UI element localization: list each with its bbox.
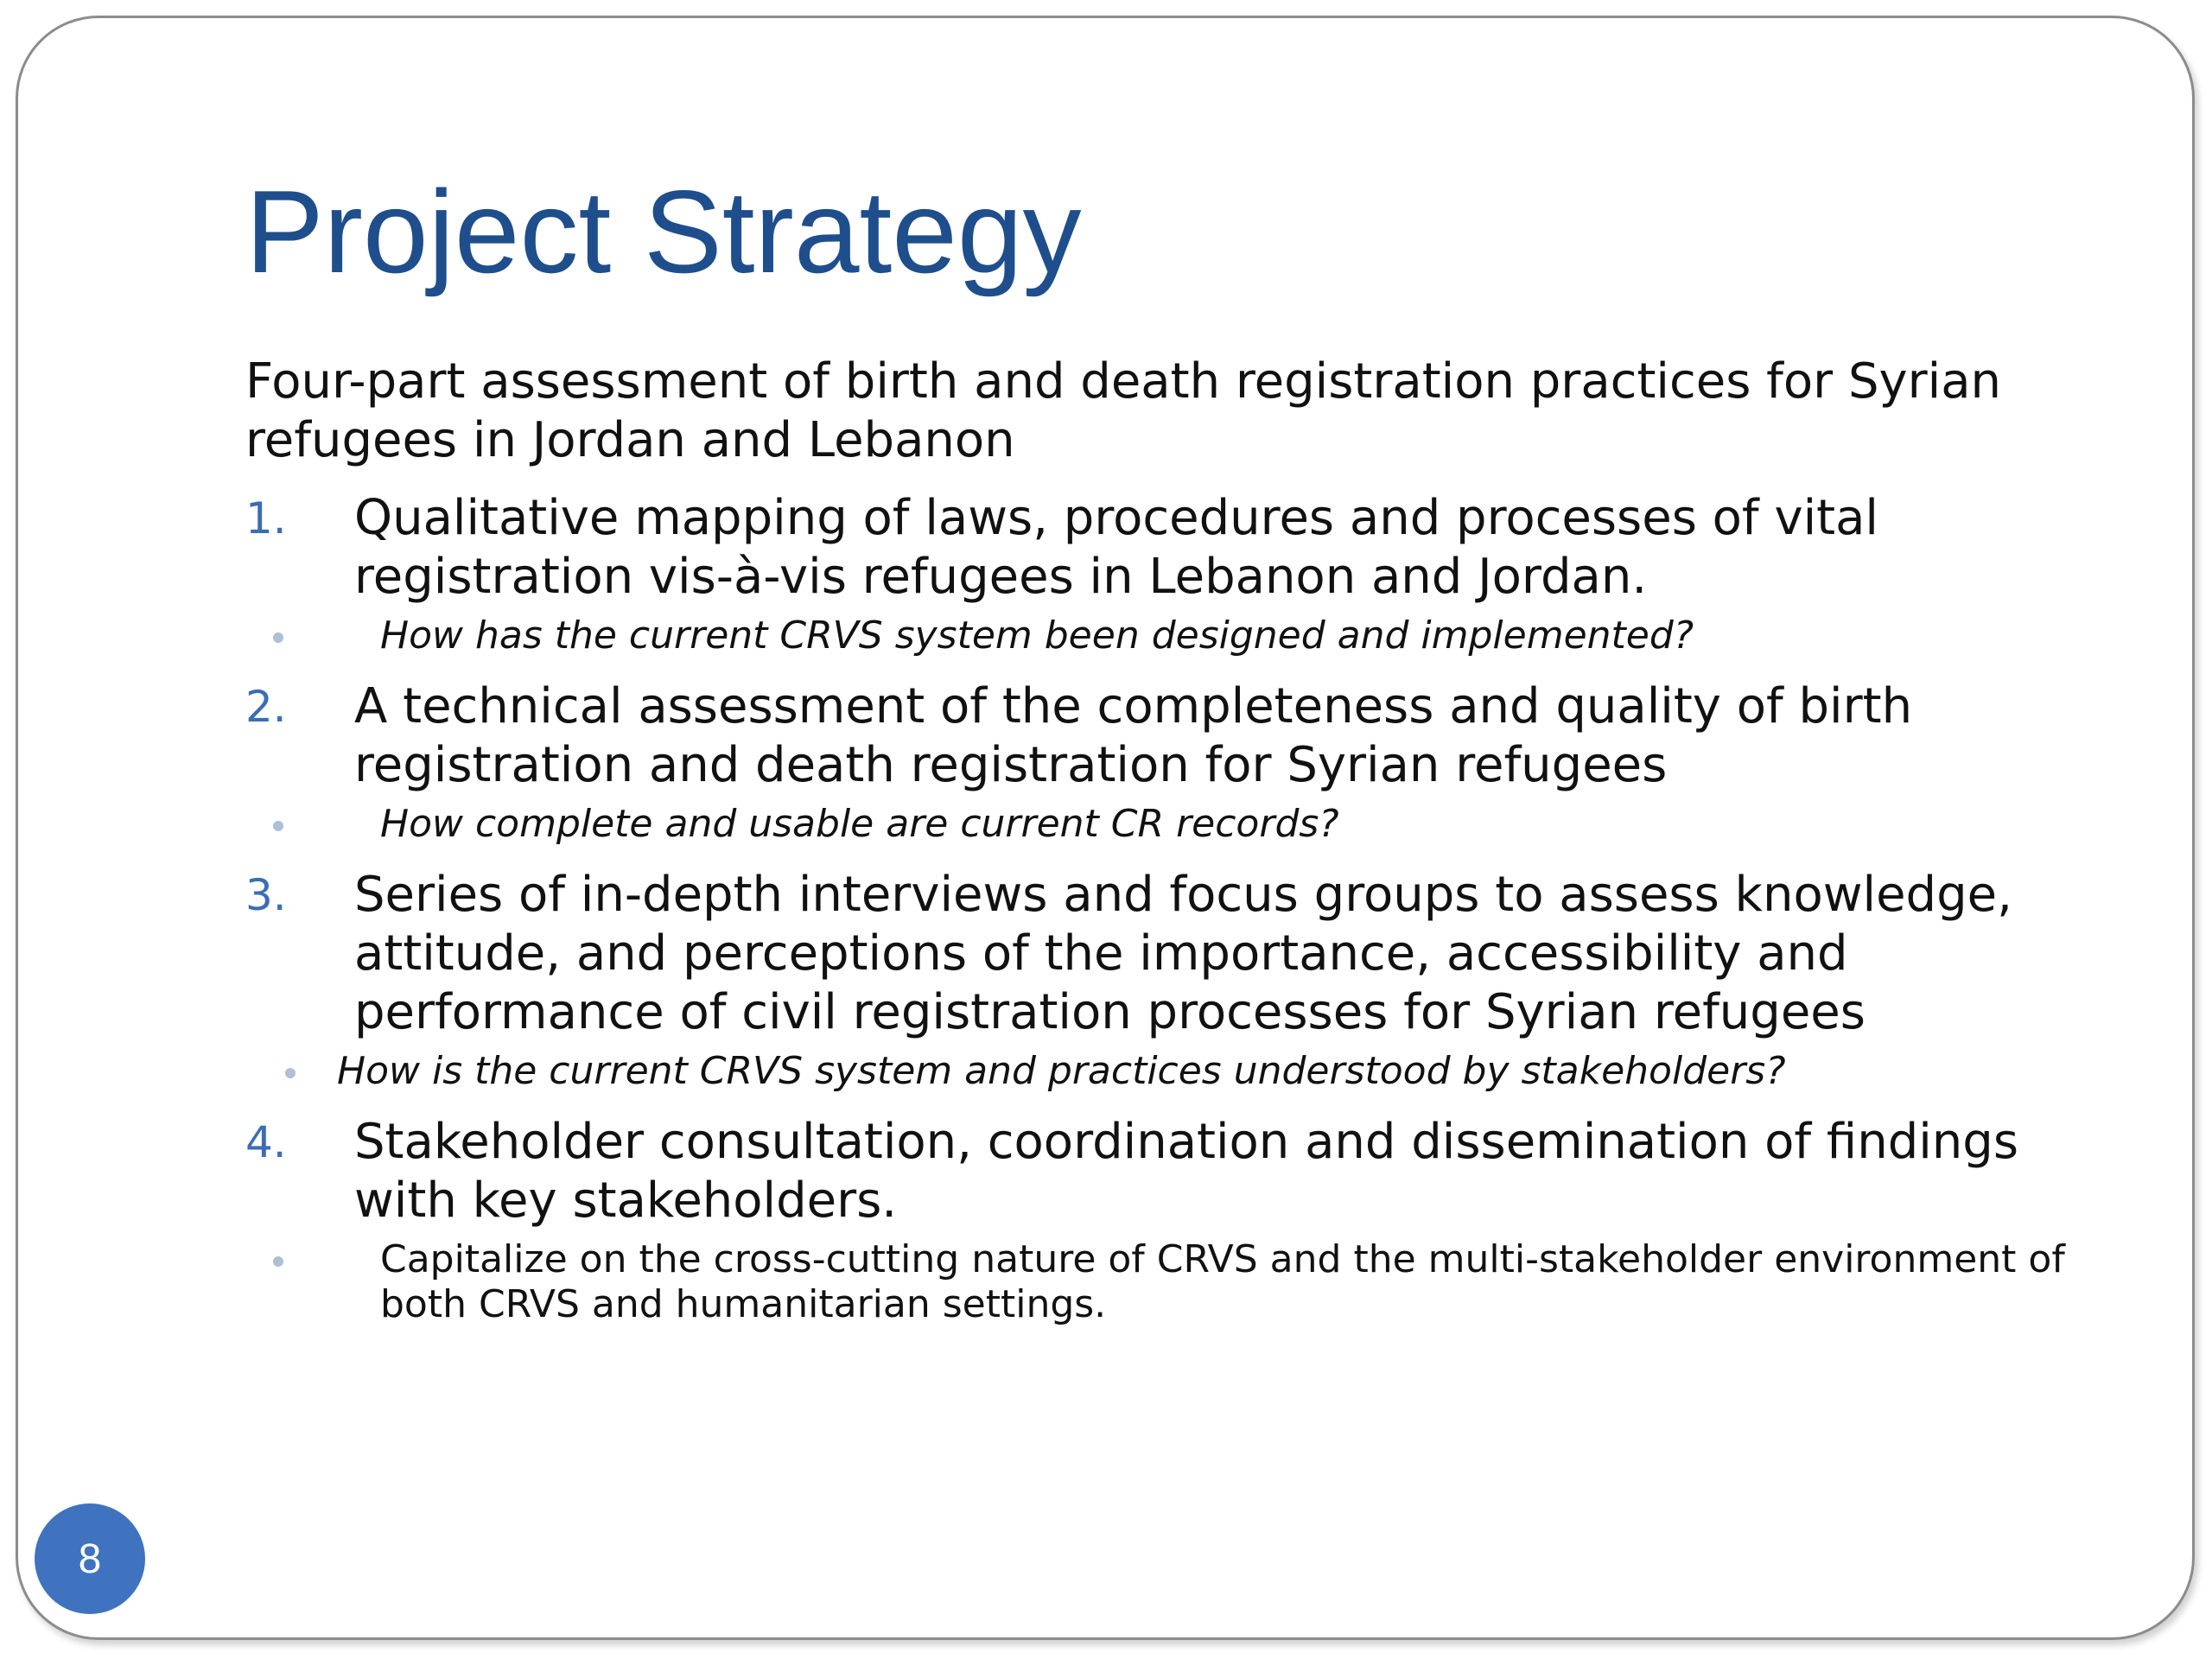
slide-title: Project Strategy — [245, 166, 1082, 297]
sub-bullet-1 — [245, 613, 2103, 658]
bullet-dot-icon — [273, 632, 283, 643]
sub-bullet-text: How is the current CRVS system and practices understood by stakeholders? — [337, 1049, 1786, 1093]
bullet-dot-icon — [273, 1256, 283, 1267]
sub-bullet-3 — [245, 1049, 2103, 1094]
intro-text: Four-part assessment of birth and death registration practices for Syrian refugees in Jordan and Lebanon — [245, 353, 2002, 468]
sub-bullet-2 — [245, 802, 2103, 847]
item-number: 3. — [245, 870, 287, 920]
slide-body — [245, 353, 2103, 1327]
list-item-4 — [245, 1113, 2103, 1230]
sub-bullet-text: How complete and usable are current CR records? — [380, 802, 1339, 846]
list-item-1 — [245, 489, 2103, 607]
item-text: Series of in-depth interviews and focus groups to assess knowledge, attitude, and perceptions of the importance, accessibility and performance of civil registration processes for Syrian refugees — [354, 867, 2012, 1040]
bullet-dot-icon — [273, 821, 283, 831]
sub-bullet-text: Capitalize on the cross-cutting nature of CRVS and the multi-stakeholder environment of both CRVS and humanitarian settings. — [380, 1237, 2065, 1326]
item-number: 4. — [245, 1117, 287, 1167]
list-item-2 — [245, 677, 2103, 795]
item-number: 1. — [245, 493, 287, 543]
sub-bullet-4 — [245, 1237, 2103, 1327]
list-item-3 — [245, 866, 2103, 1042]
item-number: 2. — [245, 682, 287, 732]
item-text: Stakeholder consultation, coordination and dissemination of findings with key stakeholders. — [354, 1114, 2019, 1229]
bullet-dot-icon — [285, 1068, 296, 1078]
item-text: Qualitative mapping of laws, procedures and processes of vital registration vis-à-vis refugees in Lebanon and Jordan. — [354, 490, 1878, 605]
sub-bullet-text: How has the current CRVS system been designed and implemented? — [380, 613, 1694, 658]
item-text: A technical assessment of the completeness and quality of birth registration and death registration for Syrian refugees — [354, 678, 1913, 793]
page-number-badge: 8 — [35, 1503, 145, 1614]
